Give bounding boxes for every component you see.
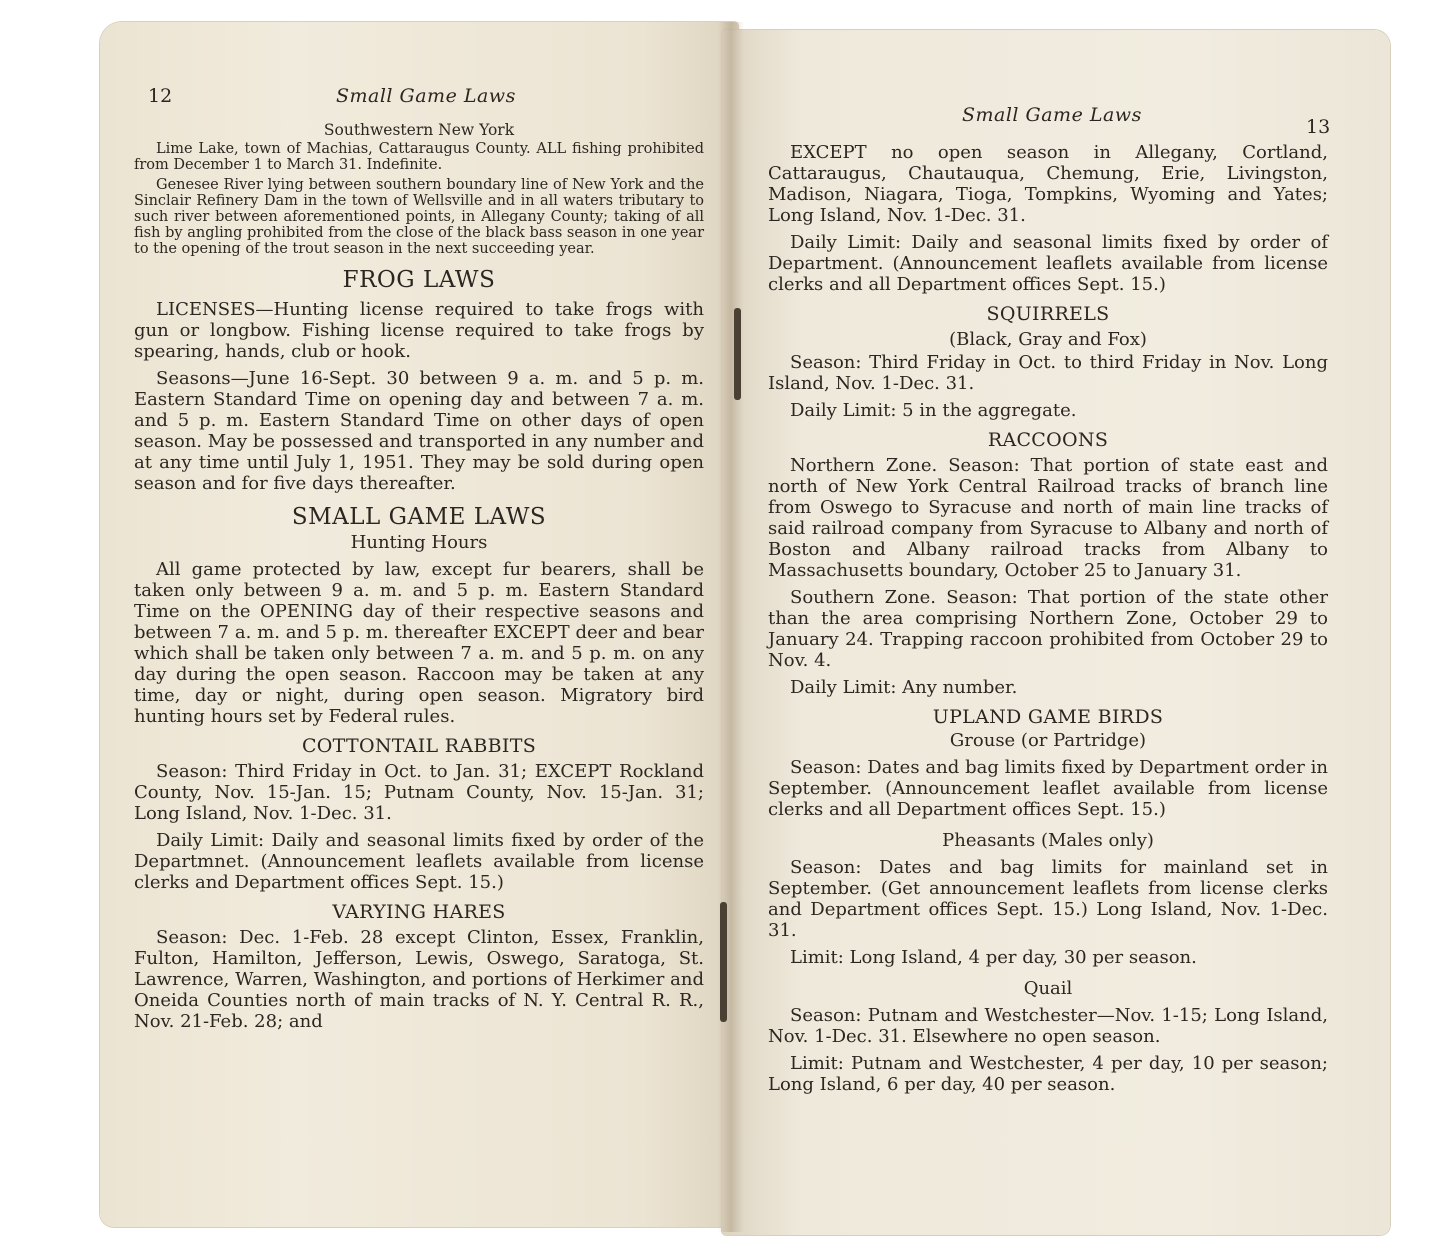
cottontail-limit-paragraph: Daily Limit: Daily and seasonal limits fixed by order of the Departmnet. (Announcement leaflets available from license clerks and Department offices Sept. 15.)	[134, 830, 704, 893]
lime-lake-paragraph: Lime Lake, town of Machias, Cattaraugus County. ALL fishing prohibited from December 1 to March 31. Indefinite.	[134, 141, 704, 173]
squirrels-limit-paragraph: Daily Limit: 5 in the aggregate.	[790, 400, 1077, 421]
left-page	[100, 22, 738, 1227]
right-page	[722, 30, 1390, 1235]
quail-heading: Quail	[1023, 978, 1073, 999]
running-head: Small Game Laws	[336, 85, 516, 107]
pheasants-limit-paragraph: Limit: Long Island, 4 per day, 30 per season.	[790, 947, 1197, 968]
small-game-laws-heading: SMALL GAME LAWS	[291, 504, 547, 530]
raccoons-heading: RACCOONS	[987, 429, 1109, 451]
squirrels-season-paragraph: Season: Third Friday in Oct. to third Friday in Nov. Long Island, Nov. 1-Dec. 31.	[768, 352, 1328, 394]
pheasants-heading: Pheasants (Males only)	[942, 830, 1154, 851]
grouse-heading: Grouse (or Partridge)	[949, 730, 1147, 751]
running-head: Small Game Laws	[962, 104, 1142, 126]
hares-limit-paragraph: Daily Limit: Daily and seasonal limits fixed by order of Department. (Announcement leaflets available from license clerks and all Department offices Sept. 15.)	[768, 232, 1328, 295]
varying-hares-season-paragraph: Season: Dec. 1-Feb. 28 except Clinton, Essex, Franklin, Fulton, Hamilton, Jefferson, Lewis, Oswego, Saratoga, St. Lawrence, Warren, Washington, and portions of Herkimer and Oneida Counties north of main tracks of N. Y. Central R. R., Nov. 21-Feb. 28; and	[134, 927, 704, 1032]
open-booklet	[100, 22, 1390, 1232]
grouse-season-paragraph: Season: Dates and bag limits fixed by Department order in September. (Announcement leaflet available from license clerks and all Department offices Sept. 15.)	[768, 757, 1328, 820]
raccoons-southern-zone-paragraph: Southern Zone. Season: That portion of the state other than the area comprising Northern Zone, October 29 to January 24. Trapping raccoon prohibited from October 29 to Nov. 4.	[768, 587, 1328, 671]
cottontail-rabbits-heading: COTTONTAIL RABBITS	[301, 735, 537, 757]
squirrels-subheading: (Black, Gray and Fox)	[949, 329, 1147, 350]
staple	[720, 902, 727, 1022]
page-number: 13	[1306, 116, 1331, 138]
frog-seasons-paragraph: Seasons—June 16-Sept. 30 between 9 a. m. and 5 p. m. Eastern Standard Time on opening day and between 7 a. m. and 5 p. m. Eastern Standard Time on other days of open season. May be possessed and transported in any number and at any time until July 1, 1951. They may be sold during open season and for five days thereafter.	[134, 368, 704, 494]
page-number: 12	[148, 85, 173, 107]
quail-limit-paragraph: Limit: Putnam and Westchester, 4 per day, 10 per season; Long Island, 6 per day, 40 per season.	[768, 1053, 1328, 1095]
right-page-content	[768, 142, 1328, 1095]
left-page-content	[134, 122, 704, 1032]
raccoons-limit-paragraph: Daily Limit: Any number.	[790, 677, 1018, 698]
frog-licenses-paragraph: LICENSES—Hunting license required to take frogs with gun or longbow. Fishing license required to take frogs by spearing, hands, club or hook.	[134, 299, 704, 362]
varying-hares-heading: VARYING HARES	[332, 901, 506, 923]
frog-laws-heading: FROG LAWS	[342, 267, 496, 293]
quail-season-paragraph: Season: Putnam and Westchester—Nov. 1-15; Long Island, Nov. 1-Dec. 31. Elsewhere no open season.	[768, 1005, 1328, 1047]
staple	[734, 308, 741, 400]
region-heading: Southwestern New York	[323, 121, 515, 139]
squirrels-heading: SQUIRRELS	[986, 303, 1110, 325]
pheasants-season-paragraph: Season: Dates and bag limits for mainland set in September. (Get announcement leaflets from license clerks and Department offices Sept. 15.) Long Island, Nov. 1-Dec. 31.	[768, 857, 1328, 941]
hunting-hours-paragraph: All game protected by law, except fur bearers, shall be taken only between 9 a. m. and 5 p. m. Eastern Standard Time on the OPENING day of their respective seasons and between 7 a. m. and 5 p. m. thereafter EXCEPT deer and bear which shall be taken only between 7 a. m. and 5 p. m. on any day during the open season. Raccoon may be taken at any time, day or night, during open season. Migratory bird hunting hours set by Federal rules.	[134, 559, 704, 727]
raccoons-northern-zone-paragraph: Northern Zone. Season: That portion of state east and north of New York Central Railroad tracks of branch line from Oswego to Syracuse and north of main line tracks of said railroad company from Syracuse to Albany and north of Boston and Albany railroad tracks from Albany to Massachusetts boundary, October 25 to January 31.	[768, 455, 1328, 581]
genesee-river-paragraph: Genesee River lying between southern boundary line of New York and the Sinclair Refinery Dam in the town of Wellsville and in all waters tributary to such river between aforementioned points, in Allegany County; taking of all fish by angling prohibited from the close of the black bass season in one year to the opening of the trout season in the next succeeding year.	[134, 177, 704, 257]
hares-continued-paragraph: EXCEPT no open season in Allegany, Cortland, Cattaraugus, Chautauqua, Chemung, Erie, Livingston, Madison, Niagara, Tioga, Tompkins, Wyoming and Yates; Long Island, Nov. 1-Dec. 31.	[768, 142, 1328, 226]
hunting-hours-heading: Hunting Hours	[350, 532, 488, 553]
cottontail-season-paragraph: Season: Third Friday in Oct. to Jan. 31; EXCEPT Rockland County, Nov. 15-Jan. 15; Putnam County, Nov. 15-Jan. 31; Long Island, Nov. 1-Dec. 31.	[134, 761, 704, 824]
upland-game-birds-heading: UPLAND GAME BIRDS	[932, 706, 1164, 728]
binding-gutter	[718, 22, 744, 1232]
